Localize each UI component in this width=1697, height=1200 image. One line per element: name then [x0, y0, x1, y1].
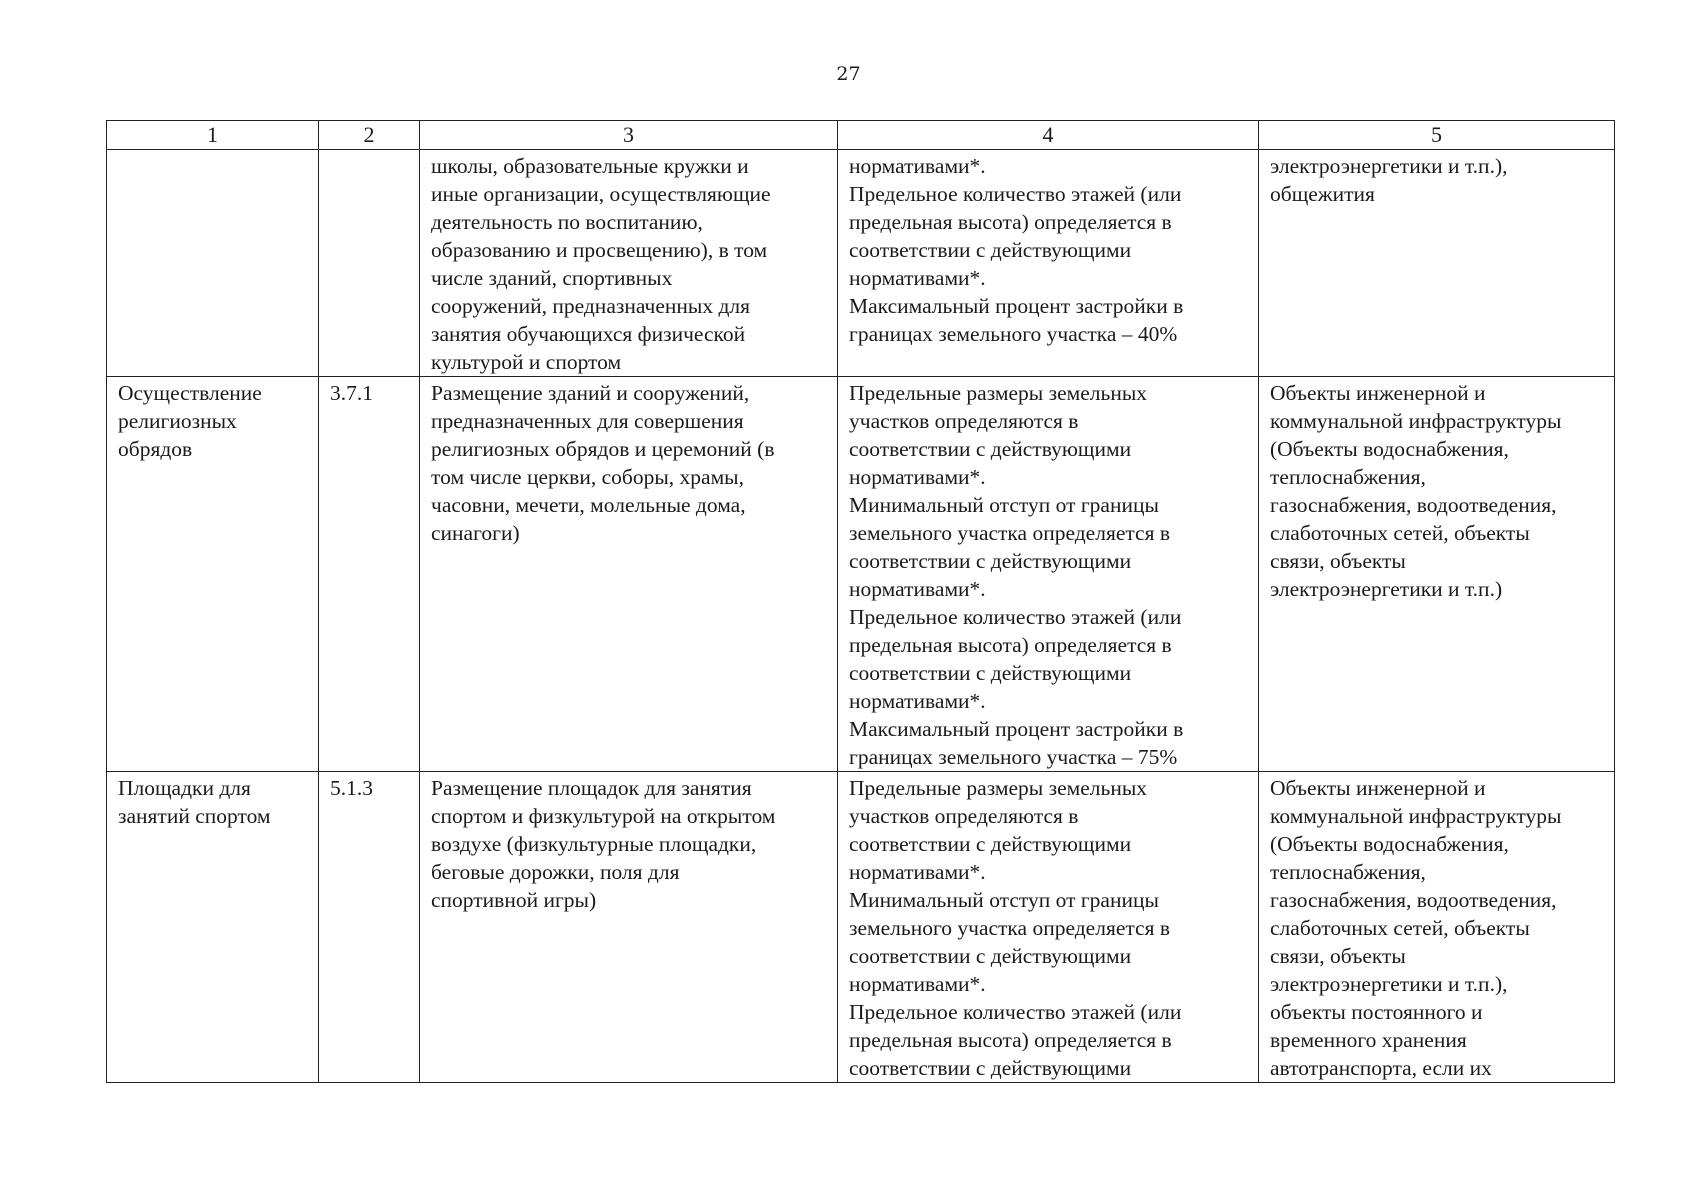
text-line: сооружений, предназначенных для: [431, 294, 751, 318]
cell-code: [319, 150, 420, 377]
text-line: беговые дорожки, поля для: [431, 860, 680, 884]
text-line: слаботочных сетей, объекты: [1270, 916, 1530, 940]
text-line: религиозных: [118, 409, 237, 433]
text-line: Минимальный отступ от границы: [849, 888, 1159, 912]
header-col-1: 1: [107, 121, 319, 150]
text-line: коммунальной инфраструктуры: [1270, 804, 1562, 828]
text-line: общежития: [1270, 182, 1375, 206]
cell-auxiliary-uses: [1259, 772, 1615, 1083]
text-line: слаботочных сетей, объекты: [1270, 521, 1530, 545]
text-line: соответствии с действующими: [849, 944, 1132, 968]
text-line: электроэнергетики и т.п.),: [1270, 154, 1508, 178]
text-line: Объекты инженерной и: [1270, 776, 1486, 800]
text-line: (Объекты водоснабжения,: [1270, 437, 1509, 461]
text-line: предельная высота) определяется в: [849, 1028, 1172, 1052]
header-col-3: 3: [420, 121, 838, 150]
cell-parameters: [838, 150, 1259, 377]
text-line: деятельность по воспитанию,: [431, 210, 703, 234]
cell-parameters: [838, 377, 1259, 772]
code-text: 3.7.1: [330, 381, 373, 405]
text-line: Максимальный процент застройки в: [849, 294, 1184, 318]
text-line: школы, образовательные кружки и: [431, 154, 749, 178]
text-line: культурой и спортом: [431, 350, 622, 374]
text-line: нормативами*.: [849, 154, 986, 178]
text-line: нормативами*.: [849, 266, 986, 290]
text-line: временного хранения: [1270, 1028, 1467, 1052]
text-line: нормативами*.: [849, 972, 986, 996]
text-line: соответствии с действующими: [849, 1056, 1132, 1080]
cell-description: [420, 377, 838, 772]
header-col-5: 5: [1259, 121, 1615, 150]
cell-land-use-name: [107, 772, 319, 1083]
text-line: связи, объекты: [1270, 549, 1406, 573]
text-line: занятий спортом: [118, 804, 271, 828]
text-line: синагоги): [431, 521, 520, 545]
cell-description: [420, 772, 838, 1083]
zoning-table: [106, 120, 1615, 1083]
text-line: предельная высота) определяется в: [849, 633, 1172, 657]
text-line: соответствии с действующими: [849, 832, 1132, 856]
text-line: числе зданий, спортивных: [431, 266, 673, 290]
text-line: Предельные размеры земельных: [849, 776, 1148, 800]
text-line: электроэнергетики и т.п.),: [1270, 972, 1508, 996]
table-row: [107, 772, 1615, 1083]
cell-land-use-name: [107, 377, 319, 772]
text-line: спортом и физкультурой на открытом: [431, 804, 776, 828]
cell-parameters: [838, 772, 1259, 1083]
text-line: газоснабжения, водоотведения,: [1270, 493, 1557, 517]
text-line: соответствии с действующими: [849, 238, 1132, 262]
text-line: нормативами*.: [849, 860, 986, 884]
text-line: нормативами*.: [849, 465, 986, 489]
text-line: коммунальной инфраструктуры: [1270, 409, 1562, 433]
text-line: том числе церкви, соборы, храмы,: [431, 465, 744, 489]
text-line: соответствии с действующими: [849, 549, 1132, 573]
cell-auxiliary-uses: [1259, 377, 1615, 772]
text-line: границах земельного участка – 75%: [849, 745, 1178, 769]
text-line: участков определяются в: [849, 804, 1079, 828]
text-line: Предельные размеры земельных: [849, 381, 1148, 405]
page-number: 27: [836, 63, 861, 85]
text-line: нормативами*.: [849, 577, 986, 601]
text-line: предельная высота) определяется в: [849, 210, 1172, 234]
text-line: участков определяются в: [849, 409, 1079, 433]
header-col-2: 2: [319, 121, 420, 150]
text-line: Предельное количество этажей (или: [849, 182, 1182, 206]
text-line: Минимальный отступ от границы: [849, 493, 1159, 517]
cell-land-use-name: [107, 150, 319, 377]
text-line: теплоснабжения,: [1270, 465, 1426, 489]
text-line: часовни, мечети, молельные дома,: [431, 493, 746, 517]
cell-code: [319, 377, 420, 772]
text-line: земельного участка определяется в: [849, 916, 1170, 940]
cell-description: [420, 150, 838, 377]
text-line: Максимальный процент застройки в: [849, 717, 1184, 741]
text-line: занятия обучающихся физической: [431, 322, 746, 346]
text-line: Размещение площадок для занятия: [431, 776, 752, 800]
text-line: обрядов: [118, 437, 193, 461]
text-line: иные организации, осуществляющие: [431, 182, 771, 206]
text-line: газоснабжения, водоотведения,: [1270, 888, 1557, 912]
cell-auxiliary-uses: [1259, 150, 1615, 377]
text-line: образованию и просвещению), в том: [431, 238, 768, 262]
text-line: Объекты инженерной и: [1270, 381, 1486, 405]
text-line: теплоснабжения,: [1270, 860, 1426, 884]
text-line: предназначенных для совершения: [431, 409, 744, 433]
text-line: Осуществление: [118, 381, 262, 405]
header-row: [107, 121, 1615, 150]
text-line: автотранспорта, если их: [1270, 1056, 1492, 1080]
text-line: Предельное количество этажей (или: [849, 1000, 1182, 1024]
text-line: нормативами*.: [849, 689, 986, 713]
text-line: Площадки для: [118, 776, 251, 800]
text-line: спортивной игры): [431, 888, 597, 912]
header-col-4: 4: [838, 121, 1259, 150]
code-text: 5.1.3: [330, 776, 373, 800]
table-row: [107, 150, 1615, 377]
text-line: соответствии с действующими: [849, 661, 1132, 685]
text-line: связи, объекты: [1270, 944, 1406, 968]
text-line: земельного участка определяется в: [849, 521, 1170, 545]
text-line: Размещение зданий и сооружений,: [431, 381, 750, 405]
table-row: [107, 377, 1615, 772]
text-line: объекты постоянного и: [1270, 1000, 1483, 1024]
text-line: соответствии с действующими: [849, 437, 1132, 461]
text-line: границах земельного участка – 40%: [849, 322, 1178, 346]
text-line: воздухе (физкультурные площадки,: [431, 832, 757, 856]
text-line: религиозных обрядов и церемоний (в: [431, 437, 775, 461]
text-line: (Объекты водоснабжения,: [1270, 832, 1509, 856]
text-line: Предельное количество этажей (или: [849, 605, 1182, 629]
cell-code: [319, 772, 420, 1083]
text-line: электроэнергетики и т.п.): [1270, 577, 1503, 601]
